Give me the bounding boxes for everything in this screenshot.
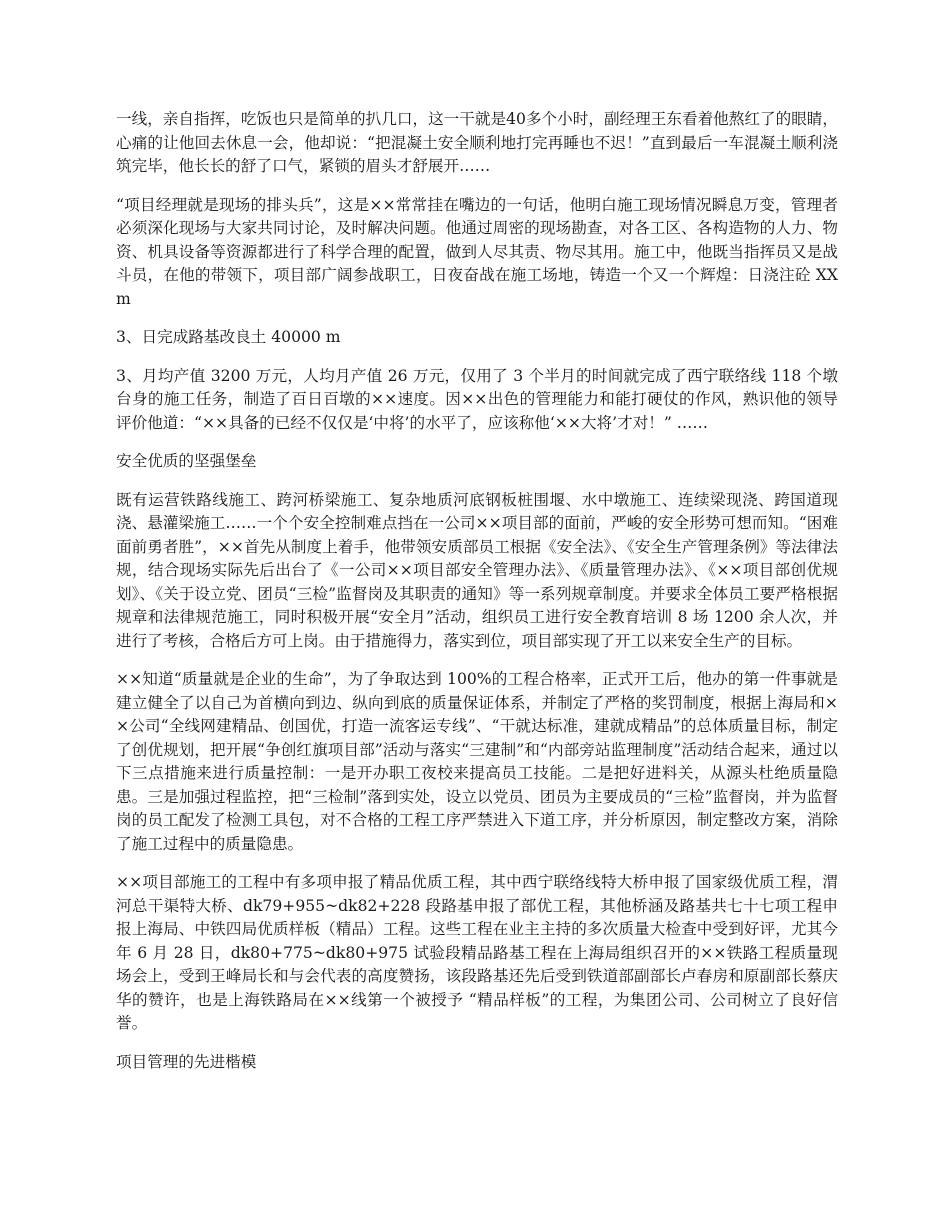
paragraph-safety-control: 既有运营铁路线施工、跨河桥梁施工、复杂地质河底钢板桩围堰、水中墩施工、连续梁现浇、跨国道现浇、悬灌梁施工……一个个安全控制难点挡在一公司××项目部的面前，严峻的安全形势可想而知。“困难面前勇者胜”，××首先从制度上着手，他带领安质部员工根据《安全法》、《安全生产管理条例》等法律法规，结合现场实际先后出台了《一公司××项目部安全管理办法》、《质量管理办法》、《××项目部创优规划》、《关于设立党、团员“三检”监督岗及其职责的通知》等一系列规章制度。并要求全体员工要严格根据规章和法律规范施工，同时积极开展“安全月”活动，组织员工进行安全教育培训 8 场 1200 余人次，并进行了考核，合格后方可上岗。由于措施得力，落实到位，项目部实现了开工以来安全生产的目标。 [116,490,838,650]
paragraph-quality-system: ××知道“质量就是企业的生命”，为了争取达到 100%的工程合格率，正式开工后，他办的第一件事就是建立健全了以自己为首横向到边、纵向到底的质量保证体系，并制定了严格的奖罚制度，根据上海局和××公司“全线网建精品、创国优，打造一流客运专线”、“干就达标准，建就成精品”的总体质量目标，制定了创优规划，把开展“争创红旗项目部”活动与落实“三建制”和“内部旁站监理制度”活动结合起来，通过以下三点措施来进行质量控制：一是开办职工夜校来提高员工技能。二是把好进料关，从源头杜绝质量隐患。三是加强过程监控，把“三检制”落到实处，设立以党员、团员为主要成员的“三检”监督岗，并为监督岗的员工配发了检测工具包，对不合格的工程工序严禁进入下道工序，并分析原因，制定整改方案，消除了施工过程中的质量隐患。 [116,670,838,853]
document-body [116,108,838,1089]
paragraph-project-manager-frontline: “项目经理就是现场的排头兵”，这是××常常挂在嘴边的一句话，他明白施工现场情况瞬息万变，管理者必须深化现场与大家共同讨论，及时解决问题。他通过周密的现场勘查，对各工区、各构造物的人力、物资、机具设备等资源都进行了科学合理的配置，做到人尽其责、物尽其用。施工中，他既当指挥员又是战斗员，在他的带领下，项目部广阔参战职工，日夜奋战在施工场地，铸造一个又一个辉煌：日浇注砼 XX m [116,195,838,308]
paragraph-quality-projects: ××项目部施工的工程中有多项申报了精品优质工程，其中西宁联络线特大桥申报了国家级优质工程，渭河总干渠特大桥、dk79+955~dk82+228 段路基申报了部优工程，其他桥涵及路基共七十七项工程申报上海局、中铁四局优质样板（精品）工程。这些工程在业主主持的多次质量大检查中受到好评，尤其今年 6 月 28 日，dk80+775~dk80+975 试验段精品路基工程在上海局组织召开的××铁路工程质量现场会上，受到王峰局长和与会代表的高度赞扬，该段路基还先后受到铁道部副部长卢春房和原副部长蔡庆华的赞许，也是上海铁路局在××线第一个被授予 “精品样板”的工程，为集团公司、公司树立了良好信誉。 [116,873,838,1032]
paragraph-overtime-work: 一线，亲自指挥，吃饭也只是简单的扒几口，这一干就是40多个小时，副经理王东看着他熬红了的眼睛，心痛的让他回去休息一会，他却说：“把混凝土安全顺利地打完再睡也不迟！”直到最后一车混凝土顺利浇筑完毕，他长长的舒了口气，紧锁的眉头才舒展开…… [116,110,838,175]
paragraph-monthly-output: 3、月均产值 3200 万元，人均月产值 26 万元，仅用了 3 个半月的时间就完成了西宁联络线 118 个墩台身的施工任务，制造了百日百墩的××速度。因××出色的管理能力和能打硬仗的作风，熟识他的领导评价他道：“××具备的已经不仅仅是‘中将’的水平了，应该称他‘××大将’才对！” …… [116,366,838,432]
section-heading-safety-quality: 安全优质的坚强堡垒 [116,452,257,470]
section-heading-project-management: 项目管理的先进楷模 [116,1052,257,1071]
paragraph-daily-subgrade: 3、日完成路基改良土 40000 m [116,328,341,346]
